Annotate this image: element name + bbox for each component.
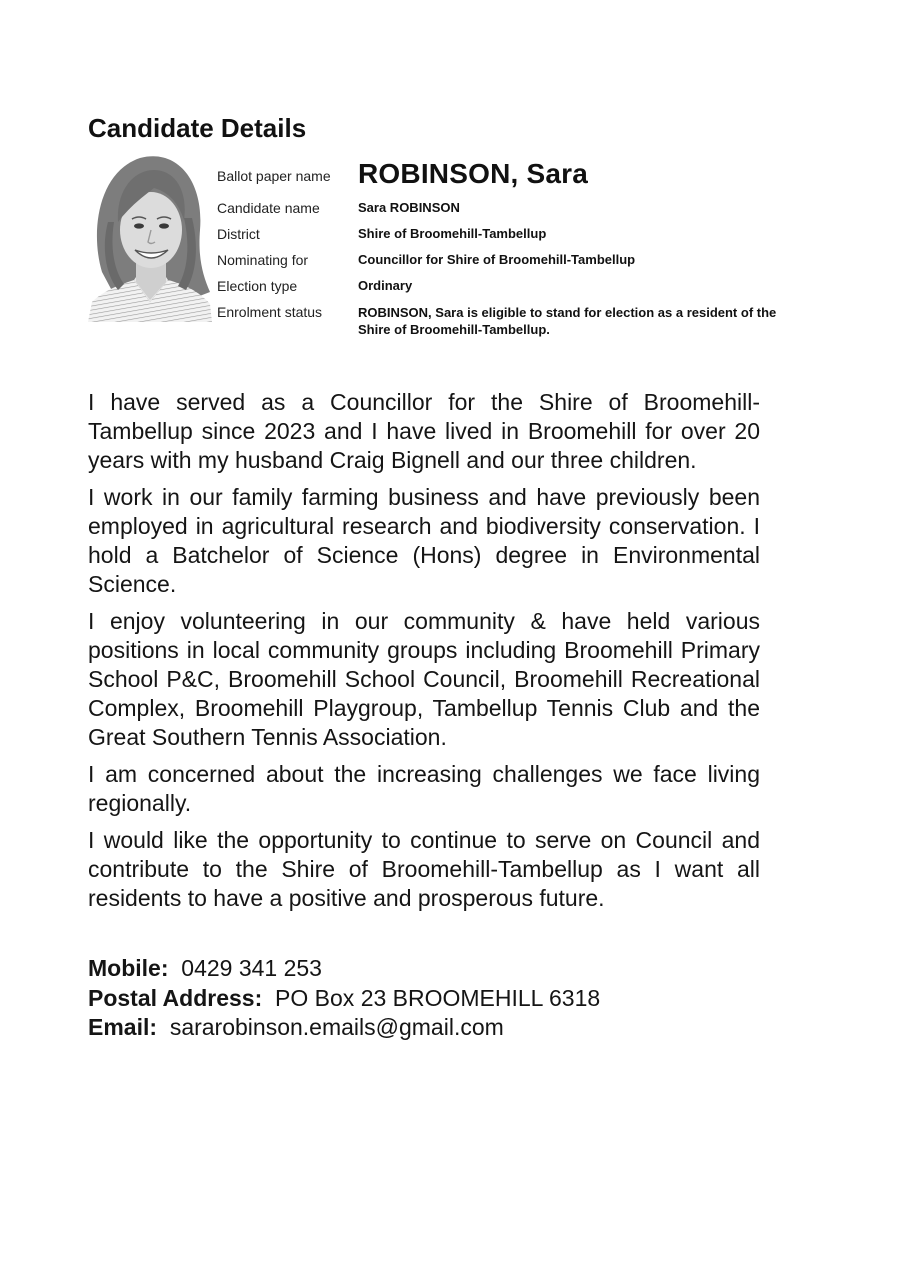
email-line (88, 1013, 768, 1043)
page-title: Candidate Details (88, 113, 307, 143)
district-label: District (217, 226, 260, 242)
statement-paragraph: I enjoy volunteering in our community & have held various positions in local community groups including Broomehill Primary School P&C, Broomehill School Council, Broomehill Recreational Complex, Broomehill Playgroup, Tambellup Tennis Club and the Great Southern Tennis Association. (88, 608, 760, 750)
mobile-value: 0429 341 253 (181, 955, 322, 981)
election-type-value: Ordinary (358, 278, 413, 293)
email-value: sararobinson.emails@gmail.com (169, 1014, 504, 1040)
candidate-name-label: Candidate name (217, 200, 320, 216)
postal-address-value: PO Box 23 BROOMEHILL 6318 (275, 984, 601, 1011)
candidate-name-value: Sara ROBINSON (358, 200, 460, 215)
ballot-paper-name-label: Ballot paper name (217, 168, 331, 184)
nominating-for-value: Councillor for Shire of Broomehill-Tambellup (358, 252, 636, 267)
statement-paragraph: I would like the opportunity to continue to serve on Council and contribute to the Shire of Broomehill-Tambellup as I want all residents to have a positive and prosperous future. (88, 827, 760, 911)
ballot-paper-name-value: ROBINSON, Sara (358, 158, 588, 189)
statement-paragraph: I am concerned about the increasing challenges we face living regionally. (88, 761, 760, 816)
nominating-for-label: Nominating for (217, 252, 309, 268)
postal-address-label: Postal Address: (88, 984, 263, 1011)
statement-paragraph: I have served as a Councillor for the Shire of Broomehill-Tambellup since 2023 and I have lived in Broomehill for over 20 years with my husband Craig Bignell and our three children. (88, 389, 760, 473)
mobile-line (88, 954, 768, 984)
enrolment-status-label: Enrolment status (217, 304, 323, 320)
district-value: Shire of Broomehill-Tambellup (358, 226, 547, 241)
statement-paragraph: I work in our family farming business and have previously been employed in agricultural research and biodiversity conservation. I hold a Batchelor of Science (Hons) degree in Environmental Science. (88, 484, 760, 597)
contact-details (88, 954, 768, 1043)
candidate-name-row (217, 198, 797, 224)
candidate-details-table (217, 150, 797, 338)
candidate-statement (88, 388, 760, 921)
enrolment-status-value: ROBINSON, Sara is eligible to stand for election as a resident of the Shire of Broomehill-Tambellup. (358, 305, 777, 337)
election-type-row (217, 276, 797, 302)
mobile-label: Mobile: (88, 955, 169, 981)
election-type-label: Election type (217, 278, 298, 294)
email-label: Email: (88, 1014, 158, 1040)
ballot-paper-name-row (217, 150, 797, 198)
nominating-for-row (217, 250, 797, 276)
postal-address-line (88, 984, 768, 1014)
candidate-photo (88, 152, 212, 322)
district-row (217, 224, 797, 250)
enrolment-status-row (217, 302, 797, 338)
